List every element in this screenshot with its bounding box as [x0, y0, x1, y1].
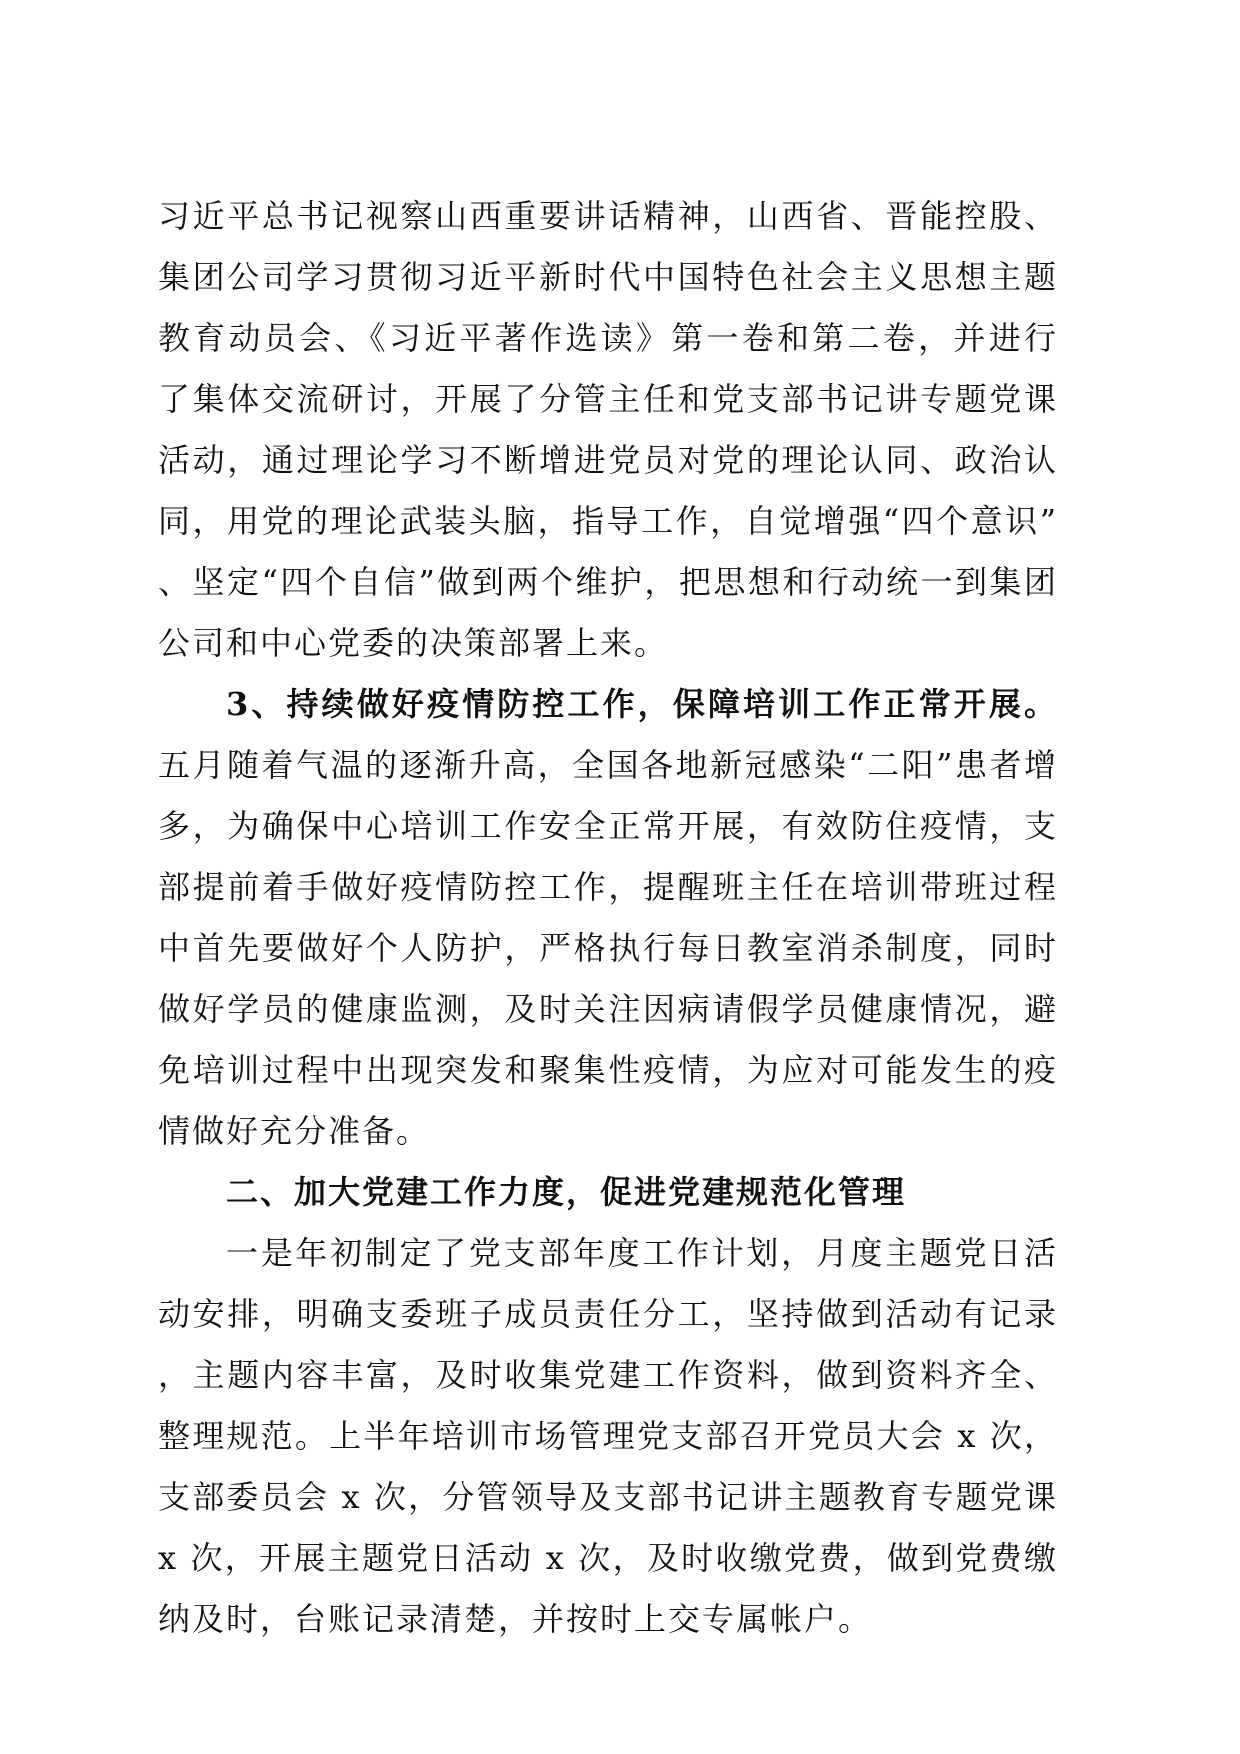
document-body: [158, 186, 1058, 1650]
paragraph-epidemic-control-lead: 3、持续做好疫情防控工作，保障培训工作正常开展。: [226, 685, 1058, 723]
paragraph-epidemic-control-text: 五月随着气温的逐渐升高，全国各地新冠感染“二阳”患者增多，为确保中心培训工作安全正常开展，有效防住疫情，支部提前着手做好疫情防控工作，提醒班主任在培训带班过程中首先要做好个人防护，严格执行每日教室消杀制度，同时做好学员的健康监测，及时关注因病请假学员健康情况，避免培训过程中出现突发和聚集性疫情，为应对可能发生的疫情做好充分准备。: [158, 746, 1058, 1150]
section-heading-party-building: 二、加大党建工作力度，促进党建规范化管理: [226, 1173, 907, 1211]
paragraph-annual-plan: 一是年初制定了党支部年度工作计划，月度主题党日活动安排，明确支委班子成员责任分工，坚持做到活动有记录，主题内容丰富，及时收集党建工作资料，做到资料齐全、整理规范。上半年培训市场管理党支部召开党员大会 x 次，支部委员会 x 次，分管领导及支部书记讲主题教育专题党课 x 次，开展主题党日活动 x 次，及时收缴党费，做到党费缴纳及时，台账记录清楚，并按时上交专属帐户。: [158, 1234, 1058, 1638]
paragraph-epidemic-control: [158, 674, 1058, 1162]
paragraph-study-summary: 习近平总书记视察山西重要讲话精神，山西省、晋能控股、集团公司学习贯彻习近平新时代中国特色社会主义思想主题教育动员会、《习近平著作选读》第一卷和第二卷，并进行了集体交流研讨，开展了分管主任和党支部书记讲专题党课活动，通过理论学习不断增进党员对党的理论认同、政治认同，用党的理论武装头脑，指导工作，自觉增强“四个意识”、坚定“四个自信”做到两个维护，把思想和行动统一到集团公司和中心党委的决策部署上来。: [158, 197, 1058, 662]
